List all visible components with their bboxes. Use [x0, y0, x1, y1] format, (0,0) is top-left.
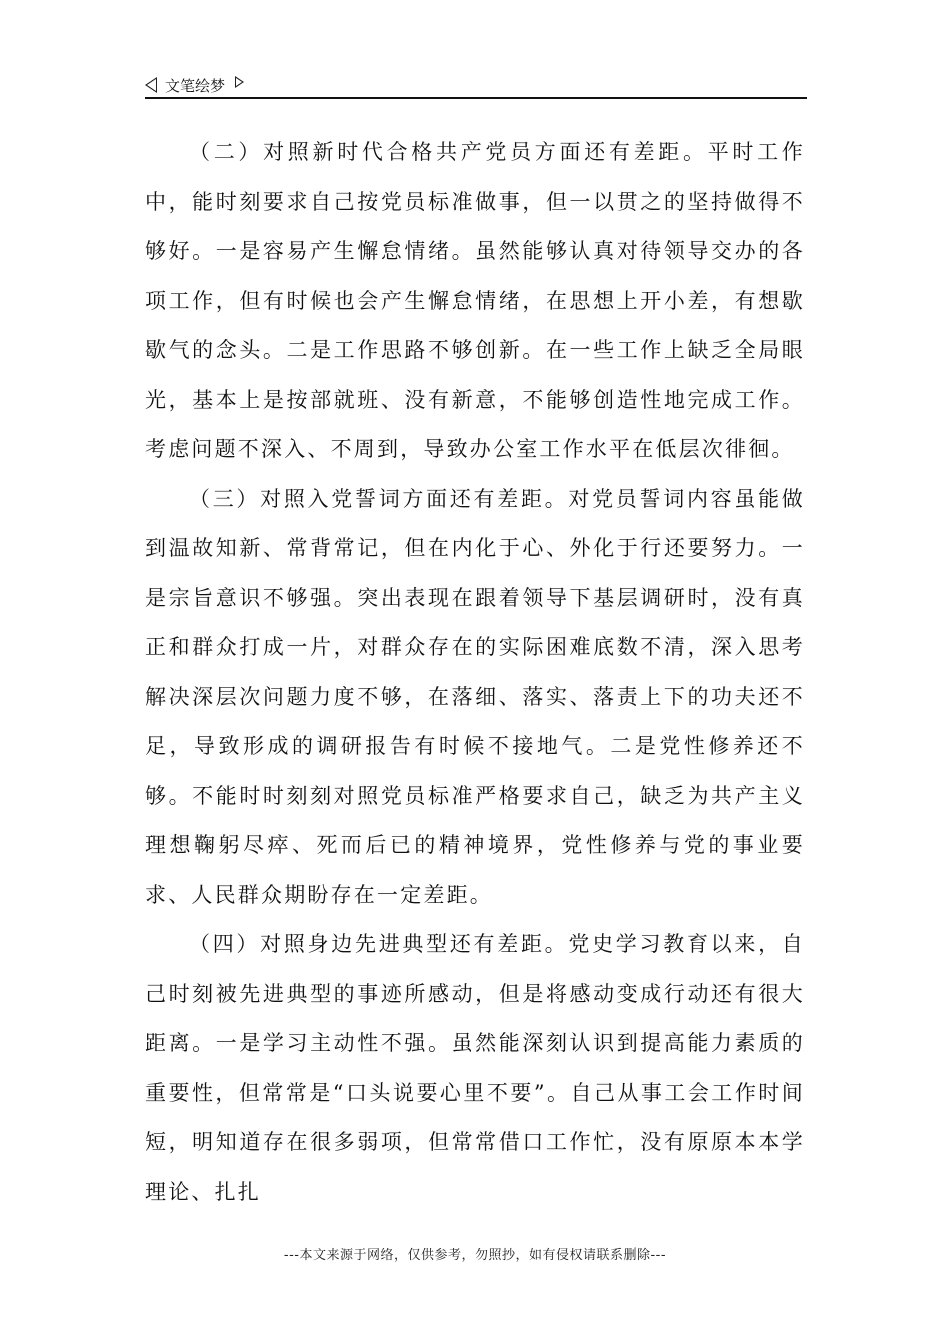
paragraph-2: （二）对照新时代合格共产党员方面还有差距。平时工作中，能时刻要求自己按党员标准做事，但一以贯之的坚持做得不够好。一是容易产生懈怠情绪。虽然能够认真对待领导交办的各项工作，但有时候也会产生懈怠情绪，在思想上开小差，有想歇歇气的念头。二是工作思路不够创新。在一些工作上缺乏全局眼光，基本上是按部就班、没有新意，不能够创造性地完成工作。考虑问题不深入、不周到，导致办公室工作水平在低层次徘徊。: [145, 140, 805, 461]
header-divider: [145, 97, 807, 99]
footer-notice: ---本文来源于网络，仅供参考，勿照抄，如有侵权请联系删除---: [283, 1248, 667, 1263]
header-title: 文笔绘梦: [165, 76, 226, 95]
page-header: [145, 72, 805, 98]
paragraph-3: （三）对照入党誓词方面还有差距。对党员誓词内容虽能做到温故知新、常背常记，但在内化于心、外化于行还要努力。一是宗旨意识不够强。突出表现在跟着领导下基层调研时，没有真正和群众打成一片，对群众存在的实际困难底数不清，深入思考解决深层次问题力度不够，在落细、落实、落责上下的功夫还不足，导致形成的调研报告有时候不接地气。二是党性修养还不够。不能时时刻刻对照党员标准严格要求自己，缺乏为共产主义理想鞠躬尽瘁、死而后已的精神境界，党性修养与党的事业要求、人民群众期盼存在一定差距。: [145, 486, 805, 907]
document-body: [145, 128, 805, 1217]
paragraph-4: （四）对照身边先进典型还有差距。党史学习教育以来，自己时刻被先进典型的事迹所感动，但是将感动变成行动还有很大距离。一是学习主动性不强。虽然能深刻认识到提高能力素质的重要性，但常常是“口头说要心里不要”。自己从事工会工作时间短，明知道存在很多弱项，但常常借口工作忙，没有原原本本学理论、扎扎: [145, 932, 805, 1204]
triangle-right-icon: [235, 76, 244, 88]
triangle-left-icon: [145, 77, 157, 93]
